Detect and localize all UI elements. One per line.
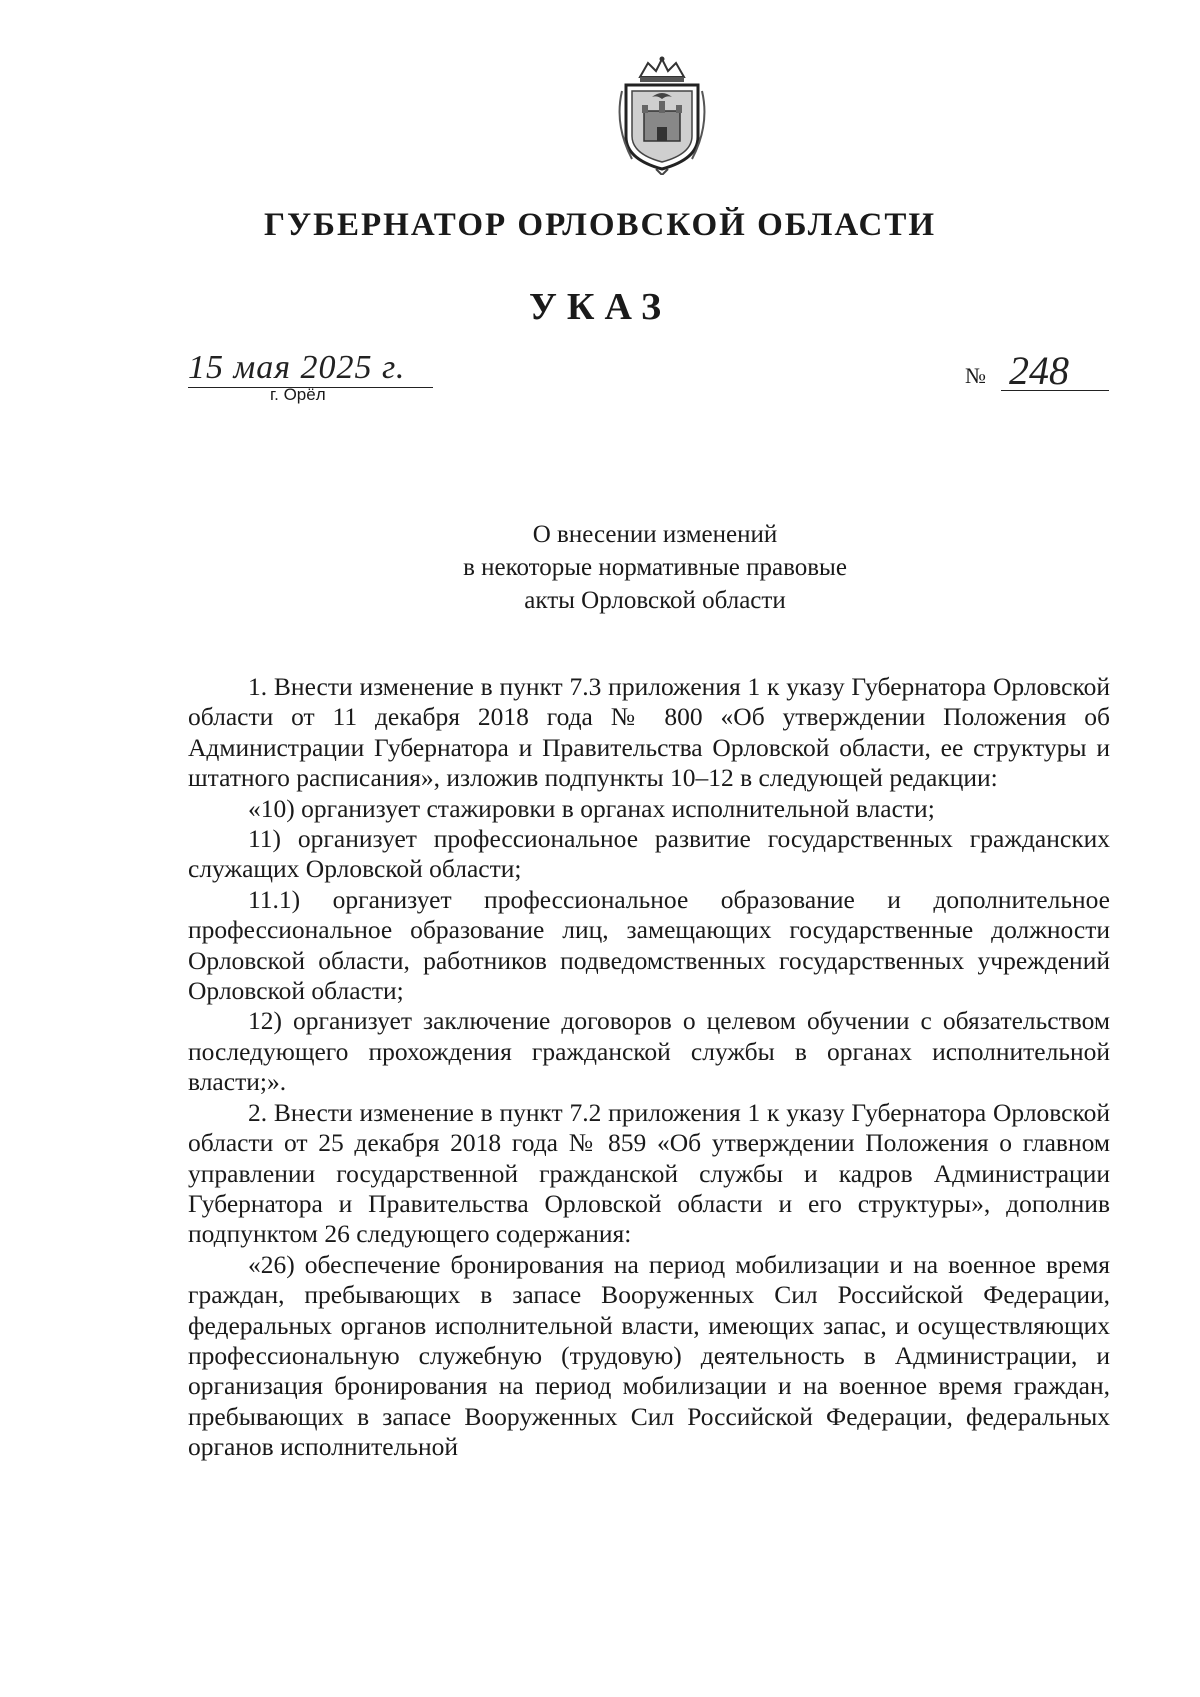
place-of-issue: г. Орёл xyxy=(270,385,326,404)
body-subitem-10: «10) организует стажировки в органах исполнительной власти; xyxy=(248,793,935,823)
body-paragraph-1: 1. Внести изменение в пункт 7.3 приложения 1 к указу Губернатора Орловской области от 11 декабря 2018 года № 800 «Об утверждении Положения об Администрации Губернатора и Правительства Орловской области, ее структуры и штатного расписания», изложив подпункты 10–12 в следующей редакции: xyxy=(188,672,1110,793)
subject-line: О внесении изменений xyxy=(532,521,778,548)
document-number-block xyxy=(965,348,1125,395)
subject-line: в некоторые нормативные правовые xyxy=(463,554,847,581)
number-sign: № xyxy=(965,363,986,388)
issuing-authority: ГУБЕРНАТОР ОРЛОВСКОЙ ОБЛАСТИ xyxy=(263,207,937,243)
document-subject xyxy=(0,518,1200,617)
orel-oblast-coat-of-arms-icon xyxy=(612,55,712,175)
body-subitem-11-1: 11.1) организует профессиональное образование и дополнительное профессиональное образование лиц, замещающих государственные должности Орловской области, работников подведомственных государственных учреждений Орловской области; xyxy=(188,884,1110,1006)
body-paragraph-2: 2. Внести изменение в пункт 7.2 приложения 1 к указу Губернатора Орловской области от 25 декабря 2018 года № 859 «Об утверждении Положения о главном управлении государственной гражданской службы и кадров Администрации Губернатора и Правительства Орловской области и его структуры», дополнив подпунктом 26 следующего содержания: xyxy=(188,1097,1110,1249)
document-type: УКАЗ xyxy=(529,286,671,328)
number-underline xyxy=(1001,390,1109,391)
body-subitem-11: 11) организует профессиональное развитие государственных гражданских служащих Орловской области; xyxy=(188,824,1110,884)
document-body xyxy=(188,672,1110,1463)
body-subitem-12: 12) организует заключение договоров о целевом обучении с обязательством последующего прохождения гражданской службы в органах исполнительной власти;». xyxy=(188,1006,1110,1097)
body-subitem-26: «26) обеспечение бронирования на период мобилизации и на военное время граждан, пребывающих в запасе Вооруженных Сил Российской Федерации, федеральных органов исполнительной власти, имеющих запас, и осуществляющих профессиональную служебную (трудовую) деятельность в Администрации, и организация бронирования на период мобилизации и на военное время граждан, пребывающих в запасе Вооруженных Сил Российской Федерации, федеральных органов исполнительной xyxy=(188,1249,1110,1462)
handwritten-number: 248 xyxy=(1009,348,1069,393)
subject-line: акты Орловской области xyxy=(524,587,786,614)
handwritten-date: 15 мая 2025 г. xyxy=(188,349,406,386)
